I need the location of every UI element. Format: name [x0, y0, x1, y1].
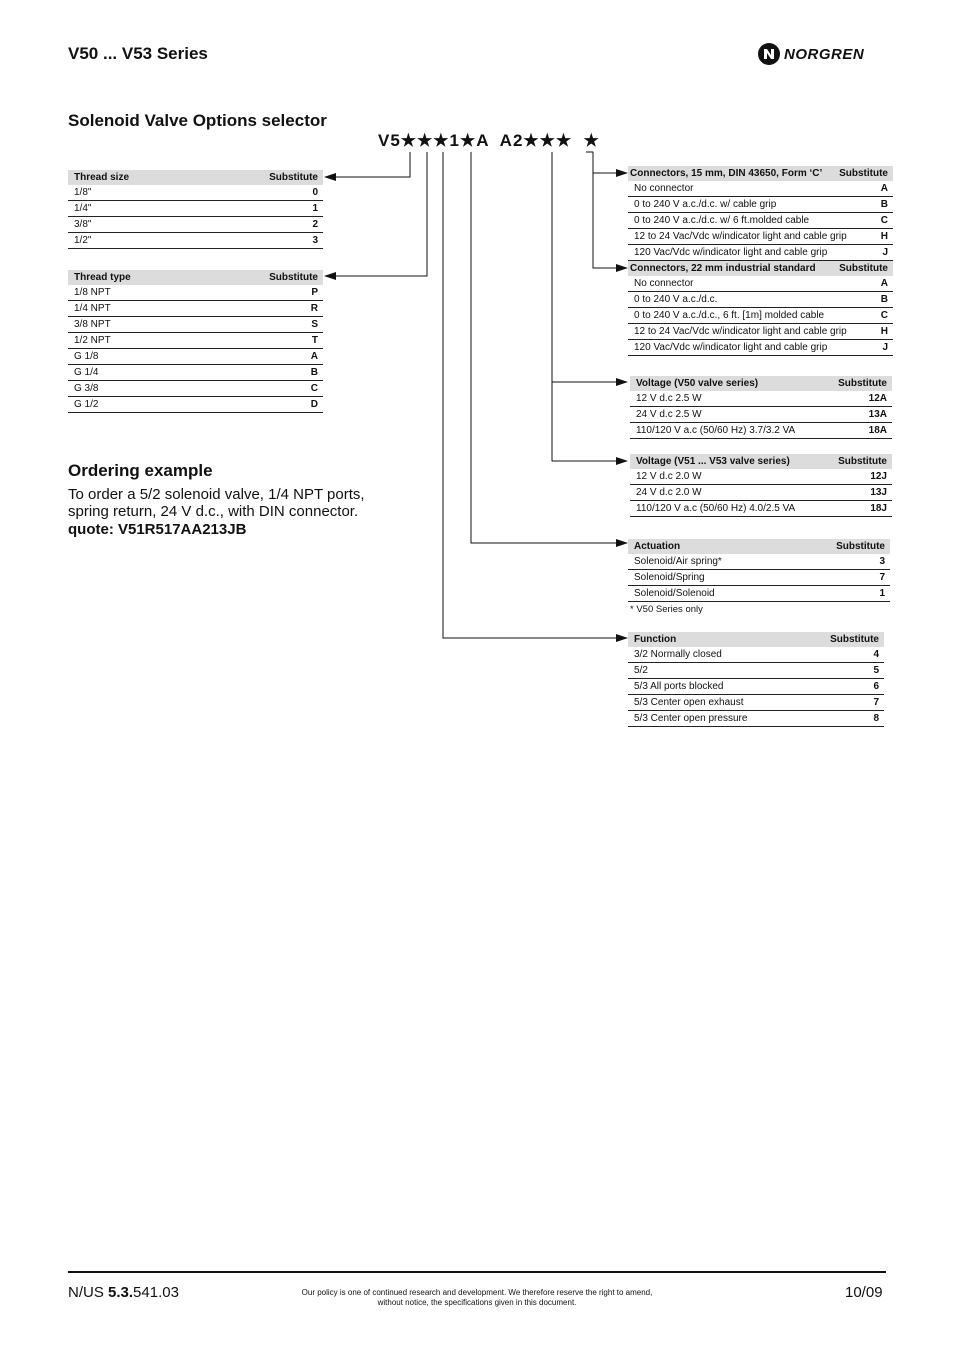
row-label: 1/4" [74, 203, 92, 214]
row-label: 0 to 240 V a.c./d.c. [634, 294, 718, 305]
table-footnote: * V50 Series only [630, 604, 703, 615]
row-value: J [882, 342, 888, 353]
row-label: Solenoid/Solenoid [634, 588, 715, 599]
row-label: 1/2" [74, 235, 92, 246]
row-value: 18J [870, 503, 887, 514]
table-row [630, 501, 892, 517]
table-header [628, 632, 884, 647]
row-value: 13A [868, 409, 887, 420]
row-label: 12 to 24 Vac/Vdc w/indicator light and cable grip [634, 231, 847, 242]
substitute-heading: Substitute [838, 456, 887, 467]
table-header [68, 270, 323, 285]
row-value: 1 [879, 588, 885, 599]
row-value: H [880, 326, 888, 337]
row-label: 0 to 240 V a.c./d.c. w/ cable grip [634, 199, 777, 210]
substitute-heading: Substitute [269, 172, 318, 183]
table-row [630, 391, 892, 407]
table-row [68, 365, 323, 381]
ref-section: 5.3. [108, 1284, 134, 1301]
row-label: G 1/4 [74, 367, 99, 378]
table-row [628, 679, 884, 695]
row-label: No connector [634, 278, 694, 289]
row-value: 4 [873, 649, 879, 660]
row-value: 1 [312, 203, 318, 214]
table-header [628, 261, 893, 276]
row-label: 1/4 NPT [74, 303, 111, 314]
arrow-thread-size [325, 152, 410, 177]
row-value: H [880, 231, 888, 242]
row-label: Solenoid/Air spring* [634, 556, 722, 567]
arrow-connectors-22 [593, 173, 627, 268]
table-title: Thread size [74, 172, 130, 183]
row-value: C [880, 215, 888, 226]
table-row [628, 554, 890, 570]
table-row [628, 276, 893, 292]
row-label: 3/8" [74, 219, 92, 230]
row-value: 3 [879, 556, 885, 567]
ref-number: 541.03 [133, 1284, 179, 1301]
row-label: 3/8 NPT [74, 319, 111, 330]
row-label: 5/2 [634, 665, 648, 676]
row-label: No connector [634, 183, 694, 194]
table-row [630, 485, 892, 501]
document-reference [68, 1284, 179, 1301]
row-label: 110/120 V a.c (50/60 Hz) 4.0/2.5 VA [636, 503, 796, 514]
table-title: Thread type [74, 272, 131, 283]
row-value: 7 [873, 697, 879, 708]
row-value: J [882, 247, 888, 258]
policy-notice [270, 1288, 684, 1308]
row-label: G 1/8 [74, 351, 99, 362]
row-label: 110/120 V a.c (50/60 Hz) 3.7/3.2 VA [636, 425, 796, 436]
row-value: 12A [868, 393, 887, 404]
substitute-heading: Substitute [830, 634, 879, 645]
table-row [68, 397, 323, 413]
row-label: G 3/8 [74, 383, 99, 394]
table-row [630, 469, 892, 485]
table-title: Voltage (V51 ... V53 valve series) [636, 456, 790, 467]
table-row [630, 407, 892, 423]
connectors-22mm-table [628, 261, 893, 356]
thread-size-table [68, 170, 323, 249]
row-value: 12J [870, 471, 887, 482]
row-label: 1/8" [74, 187, 92, 198]
row-label: G 1/2 [74, 399, 99, 410]
thread-type-table [68, 270, 323, 413]
row-label: 120 Vac/Vdc w/indicator light and cable grip [634, 247, 828, 258]
product-code-template: V5★★★1★A A2★★★ ★ [378, 131, 600, 150]
row-value: 0 [312, 187, 318, 198]
row-label: 12 to 24 Vac/Vdc w/indicator light and cable grip [634, 326, 847, 337]
table-title: Voltage (V50 valve series) [636, 378, 759, 389]
footer-divider [68, 1271, 886, 1273]
row-value: B [880, 199, 888, 210]
table-row [628, 695, 884, 711]
ordering-example-quote: quote: V51R517AA213JB [68, 521, 247, 538]
substitute-heading: Substitute [839, 168, 888, 179]
table-row [628, 647, 884, 663]
table-row [628, 229, 893, 245]
function-table [628, 632, 884, 727]
table-header [630, 454, 892, 469]
table-row [68, 381, 323, 397]
substitute-heading: Substitute [836, 541, 885, 552]
table-row [628, 197, 893, 213]
row-label: 12 V d.c 2.5 W [636, 393, 702, 404]
row-value: 5 [873, 665, 879, 676]
table-row [628, 292, 893, 308]
table-row [630, 423, 892, 439]
row-label: 24 V d.c 2.0 W [636, 487, 702, 498]
table-row [628, 213, 893, 229]
row-value: 6 [873, 681, 879, 692]
row-value: C [880, 310, 888, 321]
row-value: A [880, 278, 888, 289]
brand-name: NORGREN [784, 45, 865, 63]
row-label: 1/8 NPT [74, 287, 111, 298]
row-value: A [880, 183, 888, 194]
row-label: 5/3 Center open pressure [634, 713, 748, 724]
arrow-voltage-v51 [552, 152, 627, 461]
row-label: 1/2 NPT [74, 335, 111, 346]
table-header [628, 166, 893, 181]
table-row [68, 233, 323, 249]
table-title: Function [634, 634, 677, 645]
row-value: S [311, 319, 318, 330]
policy-line: Our policy is one of continued research and development. We therefore reserve the right to amend, [301, 1288, 653, 1297]
table-row [628, 245, 893, 261]
table-row [628, 340, 893, 356]
row-value: R [310, 303, 318, 314]
section-title: Solenoid Valve Options selector [68, 111, 327, 130]
table-row [68, 201, 323, 217]
table-row [628, 308, 893, 324]
actuation-table [628, 539, 890, 617]
ordering-example-title: Ordering example [68, 461, 213, 480]
policy-line: without notice, the specifications given in this document. [377, 1298, 577, 1307]
table-row [68, 333, 323, 349]
row-value: C [310, 383, 318, 394]
table-header [628, 539, 890, 554]
ref-prefix: N/US [68, 1284, 109, 1301]
row-label: 120 Vac/Vdc w/indicator light and cable grip [634, 342, 828, 353]
row-value: 7 [879, 572, 885, 583]
table-title: Actuation [634, 541, 681, 552]
table-row [68, 185, 323, 201]
row-value: T [311, 335, 318, 346]
table-title: Connectors, 15 mm, DIN 43650, Form ‘C’ [630, 168, 823, 179]
table-row [68, 301, 323, 317]
arrow-thread-type [325, 152, 427, 276]
row-label: 5/3 All ports blocked [634, 681, 724, 692]
table-row [628, 663, 884, 679]
table-row [628, 181, 893, 197]
table-row [68, 349, 323, 365]
row-label: 24 V d.c 2.5 W [636, 409, 702, 420]
row-label: 3/2 Normally closed [634, 649, 722, 660]
row-label: 12 V d.c 2.0 W [636, 471, 702, 482]
row-value: 3 [312, 235, 318, 246]
table-row [628, 570, 890, 586]
row-label: 0 to 240 V a.c./d.c. w/ 6 ft.molded cable [634, 215, 810, 226]
substitute-heading: Substitute [269, 272, 318, 283]
table-row [68, 217, 323, 233]
voltage-v50-table [630, 376, 892, 439]
series-title: V50 ... V53 Series [68, 44, 208, 63]
row-value: P [311, 287, 318, 298]
table-header [68, 170, 323, 185]
document-date: 10/09 [845, 1284, 883, 1301]
substitute-heading: Substitute [838, 378, 887, 389]
table-title: Connectors, 22 mm industrial standard [630, 263, 816, 274]
row-value: D [310, 399, 318, 410]
arrow-connectors-15 [586, 152, 627, 173]
ordering-example-text: To order a 5/2 solenoid valve, 1/4 NPT ports, spring return, 24 V d.c., with DIN connector. [68, 486, 365, 520]
table-row [628, 586, 890, 602]
row-value: 2 [312, 219, 318, 230]
table-header [630, 376, 892, 391]
arrow-actuation [471, 152, 627, 543]
row-label: 5/3 Center open exhaust [634, 697, 744, 708]
table-row [628, 711, 884, 727]
table-row [68, 285, 323, 301]
voltage-v51-v53-table [630, 454, 892, 517]
row-value: 8 [873, 713, 879, 724]
connectors-15mm-table [628, 166, 893, 261]
row-label: 0 to 240 V a.c./d.c., 6 ft. [1m] molded cable [634, 310, 825, 321]
row-value: 18A [868, 425, 887, 436]
row-value: B [310, 367, 318, 378]
row-value: A [310, 351, 318, 362]
substitute-heading: Substitute [839, 263, 888, 274]
table-row [628, 324, 893, 340]
row-value: B [880, 294, 888, 305]
table-row [68, 317, 323, 333]
row-value: 13J [870, 487, 887, 498]
row-label: Solenoid/Spring [634, 572, 705, 583]
